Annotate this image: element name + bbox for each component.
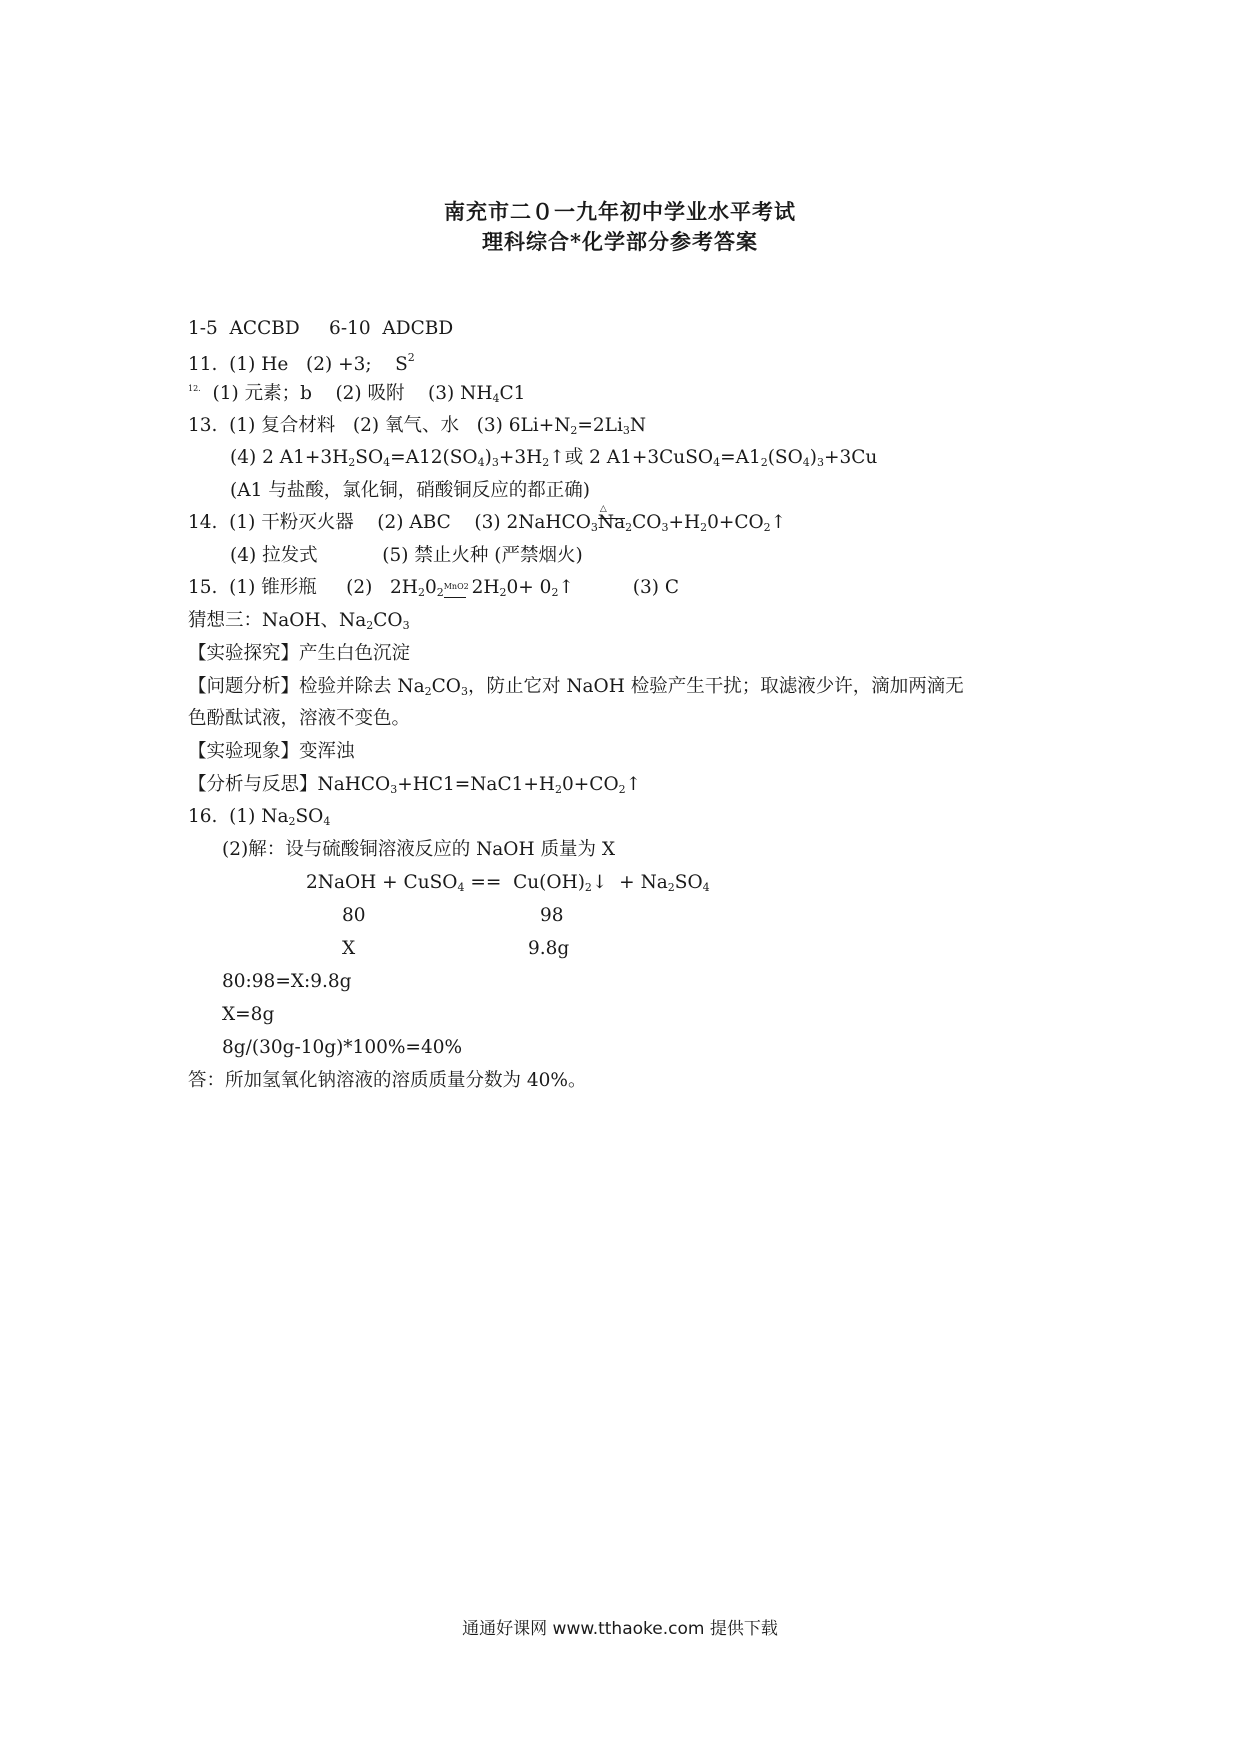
answer-line-15: 15. (1) 锥形瓶 (2) $2H_20_2$ MnO2 $2H_20+$ $0_2↑$ (3) C [188, 577, 680, 599]
ratio-value-80: 80 [342, 905, 366, 926]
answer-line-guess: 猜想三：NaOH、$Na_2CO_3$ [188, 610, 410, 632]
ratio-value-x: X [342, 938, 356, 959]
page-title: 南充市二０一九年初中学业水平考试 [444, 199, 796, 224]
answer-line-13-note: (A1 与盐酸，氯化铜，硝酸铜反应的都正确) [230, 480, 590, 501]
footer-source: 通通好课网 www.tthaoke.com 提供下载 [462, 1619, 778, 1639]
answer-line-phenomenon: 【实验现象】变浑浊 [188, 741, 355, 762]
answer-line-13: 13. (1) 复合材料 (2) 氧气、水 (3) $6Li+N_2=2Li_3N$ [188, 415, 647, 437]
answer-line-analysis-cont: 色酚酞试液，溶液不变色。 [188, 708, 411, 729]
answer-line-reflection: 【分析与反思】$NaHCO_3+HC1=NaC1+H_20+CO_2↑$ [188, 774, 642, 796]
answer-line-14: 14. (1) 干粉灭火器 (2) ABC (3) 2NaHCO$_3$ △ $Na_2CO_3+H_20+CO_2↑$ [188, 504, 787, 534]
equation-line: 2NaOH + CuSO$_4$ == $Cu(OH)_2↓ + Na_2SO_4$ [306, 872, 710, 894]
answer-line-experiment: 【实验探究】产生白色沉淀 [188, 643, 411, 664]
answer-line-16-2: (2)解：设与硫酸铜溶液反应的 NaOH 质量为 X [222, 839, 616, 860]
answer-line-13-4: (4) 2 $A1+3H_2SO_4=A12(SO_4)_3+3H_2↑$或 2 $A1+3CuSO_4=A1_2(SO_4)_3+3Cu$ [230, 447, 878, 469]
final-answer: 答：所加氢氧化钠溶液的溶质质量分数为 40%。 [188, 1070, 587, 1091]
answer-line-16: 16. (1) $Na_2SO_4$ [188, 806, 331, 828]
answer-line-14-4: (4) 拉发式 (5) 禁止火种 (严禁烟火) [230, 545, 583, 566]
ratio-value-98: 98 [540, 905, 564, 926]
answer-line-1-10: 1-5 ACCBD 6-10 ADCBD [188, 318, 454, 339]
answer-line-analysis: 【问题分析】检验并除去 $Na_2CO_3$，防止它对 NaOH 检验产生干扰；取滤液少许，滴加两滴无 [188, 676, 964, 698]
calc-line-ratio: 80:98=X:9.8g [222, 971, 352, 992]
calc-line-x: X=8g [222, 1004, 275, 1025]
ratio-value-mass: 9.8g [528, 938, 570, 959]
answer-line-12: $^{12.}$ (1) 元素；b (2) 吸附 (3) $NH_4C1$ [188, 383, 526, 405]
calc-line-percent: 8g/(30g-10g)*100%=40% [222, 1037, 463, 1058]
page-subtitle: 理科综合*化学部分参考答案 [482, 229, 758, 254]
answer-line-11: 11. (1) He (2) +3; $S^2$ [188, 351, 415, 375]
